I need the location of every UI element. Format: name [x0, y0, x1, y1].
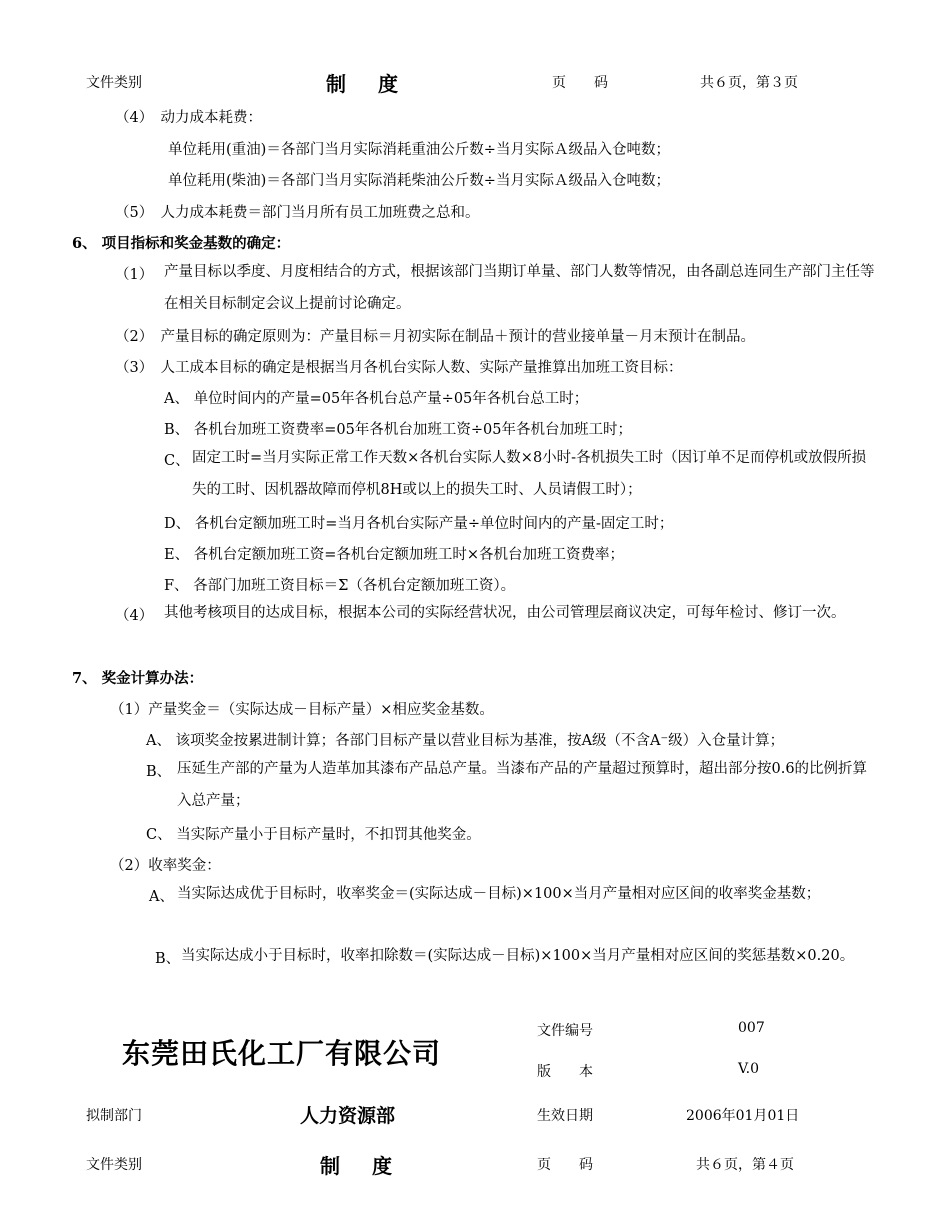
category-value: 制 度	[326, 72, 404, 96]
item-7-1-c: C、 当实际产量小于目标产量时，不扣罚其他奖金。	[146, 827, 481, 843]
dept-value: 人力资源部	[300, 1105, 396, 1127]
company-name: 东莞田氏化工厂有限公司	[122, 1037, 442, 1070]
sub-item-c-number: C、	[164, 453, 190, 469]
item-7-2-b-number: B、	[155, 951, 181, 967]
sub-item-e: E、 各机台定额加班工资=各机台定额加班工时×各机台加班工资费率；	[164, 547, 624, 563]
doc-number-label: 文件编号	[537, 1023, 593, 1039]
item-7-1-b-text: 压延生产部的产量为人造革加其漆布产品总产量。当漆布产品的产量超过预算时，超出部分按0.6的比例折算入总产量；	[177, 761, 868, 809]
category-label-2: 文件类别	[86, 1157, 142, 1173]
category-label: 文件类别	[86, 75, 142, 91]
effective-date-label: 生效日期	[537, 1108, 593, 1124]
version-value: V.0	[738, 1061, 760, 1077]
section-6-heading: 6、 项目指标和奖金基数的确定：	[72, 235, 291, 252]
page-number: 共６页，第３页	[700, 75, 798, 91]
item-7-2-a-number: A、	[149, 889, 174, 905]
sub-item-a: A、 单位时间内的产量=05年各机台总产量÷05年各机台总工时；	[164, 391, 589, 407]
item-7-2-b-text: 当实际达成小于目标时，收率扣除数＝(实际达成－目标)×100×当月产量相对应区间的奖惩基数×0.20。	[181, 948, 855, 964]
sub-item-d: D、 各机台定额加班工时=当月各机台实际产量÷单位时间内的产量-固定工时；	[164, 516, 674, 532]
item-7-2-a-text: 当实际达成优于目标时，收率奖金＝(实际达成－目标)×100×当月产量相对应区间的收率奖金基数；	[177, 886, 821, 902]
version-label: 版 本	[537, 1064, 593, 1080]
item-4-power-cost: （4） 动力成本耗费：	[115, 110, 262, 126]
item-7-2: （2）收率奖金：	[110, 858, 221, 874]
category-value-2: 制 度	[320, 1154, 398, 1178]
effective-date-value: 2006年01月01日	[686, 1108, 800, 1124]
item-6-2: （2） 产量目标的确定原则为：产量目标＝月初实际在制品＋预计的营业接单量－月末预计在制品。	[115, 329, 755, 345]
item-7-1-a: A、 该项奖金按累进制计算；各部门目标产量以营业目标为基准，按A级（不含A⁻级）入仓量计算；	[146, 733, 785, 749]
dept-label: 拟制部门	[86, 1108, 142, 1124]
sub-item-c-text: 固定工时=当月实际正常工作天数×各机台实际人数×8小时-各机损失工时（因订单不足而停机或放假所损失的工时、因机器故障而停机8H或以上的损失工时、人员请假工时）；	[192, 450, 867, 498]
sub-item-f: F、 各部门加班工资目标＝Σ（各机台定额加班工资）。	[164, 578, 516, 594]
item-6-4-number: （4）	[115, 608, 154, 624]
page-number-2: 共６页，第４页	[696, 1157, 794, 1173]
formula-diesel: 单位耗用(柴油)＝各部门当月实际消耗柴油公斤数÷当月实际Ａ级品入仓吨数；	[168, 173, 670, 189]
item-7-1-b-number: B、	[146, 764, 172, 780]
item-7-1: （1）产量奖金＝（实际达成－目标产量）×相应奖金基数。	[110, 702, 494, 718]
page-label: 页 码	[552, 75, 608, 91]
item-6-3: （3） 人工成本目标的确定是根据当月各机台实际人数、实际产量推算出加班工资目标：	[115, 360, 683, 376]
doc-number-value: 007	[738, 1020, 765, 1036]
page-label-2: 页 码	[537, 1157, 593, 1173]
item-5-labor-cost: （5） 人力成本耗费＝部门当月所有员工加班费之总和。	[115, 205, 480, 221]
sub-item-b: B、 各机台加班工资费率=05年各机台加班工资÷05年各机台加班工时；	[164, 422, 632, 438]
item-6-1-number: （1）	[115, 267, 154, 283]
formula-heavy-oil: 单位耗用(重油)＝各部门当月实际消耗重油公斤数÷当月实际Ａ级品入仓吨数；	[168, 142, 670, 158]
section-7-heading: 7、 奖金计算办法：	[72, 670, 204, 687]
item-6-1-text: 产量目标以季度、月度相结合的方式，根据该部门当期订单量、部门人数等情况，由各副总连同生产部门主任等在相关目标制定会议上提前讨论确定。	[164, 264, 875, 312]
item-6-4-text: 其他考核项目的达成目标，根据本公司的实际经营状况，由公司管理层商议决定，可每年检讨、修订一次。	[164, 605, 846, 621]
